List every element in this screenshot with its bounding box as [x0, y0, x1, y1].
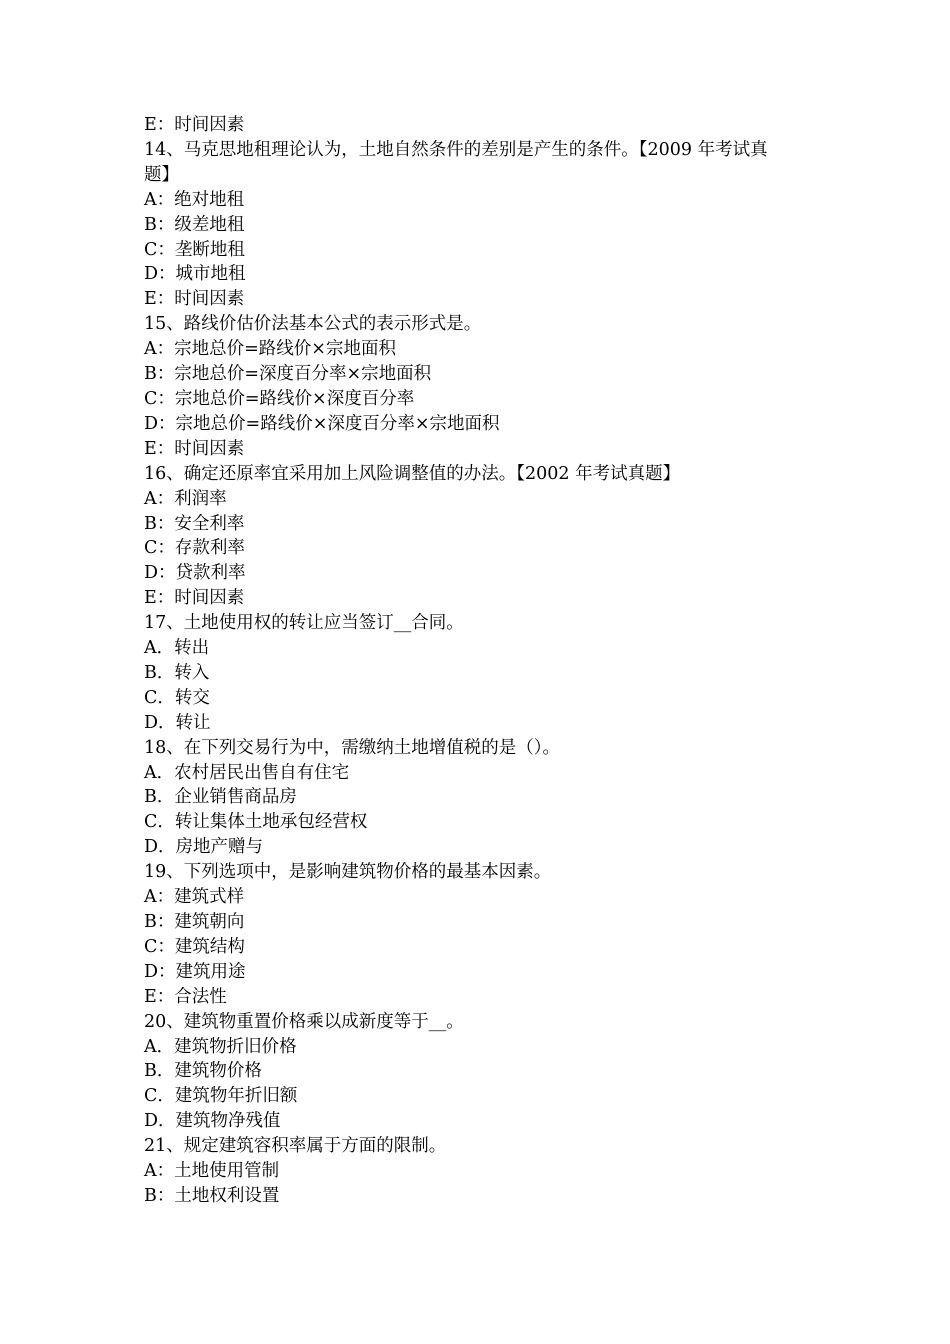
option-c-line: C：宗地总价=路线价×深度百分率	[144, 388, 415, 409]
option-d-line: D：宗地总价=路线价×深度百分率×宗地面积	[144, 413, 500, 434]
question-18-line: 18、在下列交易行为中，需缴纳土地增值税的是（）。	[144, 737, 561, 758]
question-14-continuation: 题】	[144, 164, 179, 185]
option-a-line: A：土地使用管制	[144, 1161, 280, 1182]
option-e-line: E：时间因素	[144, 289, 245, 310]
option-b-line: B：建筑朝向	[144, 912, 245, 932]
option-b-line: B．企业销售商品房	[144, 787, 297, 808]
option-b-line: B：土地权利设置	[144, 1185, 280, 1206]
option-c-line: C：存款利率	[144, 538, 245, 559]
option-a-line: A：建筑式样	[144, 887, 245, 908]
option-e-line: E：时间因素	[144, 588, 245, 609]
option-a-line: A：宗地总价=路线价×宗地面积	[144, 339, 396, 360]
question-17-line: 17、土地使用权的转让应当签订__合同。	[144, 613, 464, 634]
question-15-line: 15、路线价估价法基本公式的表示形式是。	[144, 314, 482, 335]
option-b-line: B．建筑物价格	[144, 1061, 262, 1082]
question-19-line: 19、下列选项中，是影响建筑物价格的最基本因素。	[144, 862, 552, 883]
option-e-line: E：合法性	[144, 986, 227, 1007]
option-d-line: D：贷款利率	[144, 563, 246, 584]
option-c-line: C：建筑结构	[144, 936, 245, 957]
option-e-line: E：时间因素	[144, 438, 245, 459]
document-page	[144, 113, 814, 1209]
question-20-line: 20、建筑物重置价格乘以成新度等于__。	[144, 1011, 464, 1032]
option-d-line: D．房地产赠与	[144, 837, 264, 858]
option-c-line: C．转让集体土地承包经营权	[144, 812, 368, 833]
option-b-line: B．转入	[144, 662, 210, 683]
option-a-line: A：绝对地租	[144, 189, 245, 210]
option-a-line: A．农村居民出售自有住宅	[144, 762, 350, 783]
option-c-line: C．转交	[144, 687, 210, 708]
question-16-line: 16、确定还原率宜采用加上风险调整值的办法。【2002 年考试真题】	[144, 463, 681, 484]
option-b-line: B：安全利率	[144, 513, 245, 534]
option-a-line: A．转出	[144, 638, 210, 659]
option-d-line: D．建筑物净残值	[144, 1111, 281, 1132]
option-b-line: B：级差地租	[144, 214, 245, 235]
option-c-line: C．建筑物年折旧额	[144, 1086, 298, 1107]
option-e-line: E：时间因素	[144, 115, 245, 135]
question-21-line: 21、规定建筑容积率属于方面的限制。	[144, 1136, 447, 1157]
option-d-line: D：建筑用途	[144, 961, 246, 982]
option-d-line: D．转让	[144, 712, 211, 733]
question-14-line: 14、马克思地租理论认为，土地自然条件的差别是产生的条件。【2009 年考试真	[144, 139, 768, 160]
option-c-line: C：垄断地租	[144, 239, 245, 260]
option-b-line: B：宗地总价=深度百分率×宗地面积	[144, 364, 432, 385]
option-d-line: D：城市地租	[144, 264, 246, 285]
option-a-line: A．建筑物折旧价格	[144, 1036, 297, 1057]
option-a-line: A：利润率	[144, 488, 227, 509]
